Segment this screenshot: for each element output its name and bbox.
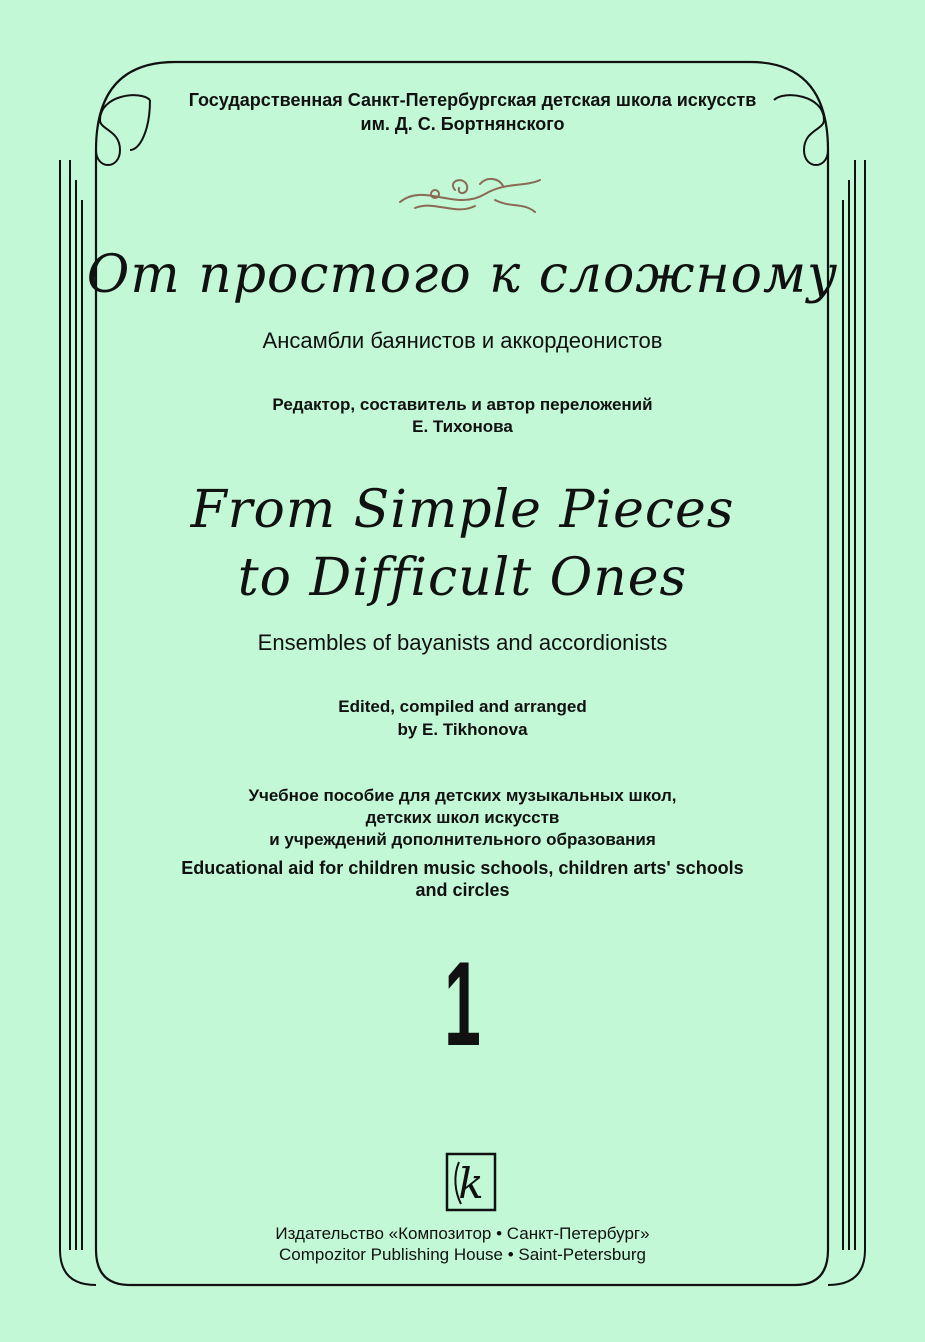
english-subtitle: Ensembles of bayanists and accordionists	[257, 630, 668, 655]
institution-line-1: Государственная Санкт-Петербургская детская школа искусств	[188, 90, 757, 110]
russian-editor-line-1: Редактор, составитель и автор переложений	[272, 395, 653, 414]
english-editor-line-2: by E. Tikhonova	[397, 720, 528, 739]
compozitor-k-logo-icon	[445, 1152, 497, 1212]
publisher-english: Compozitor Publishing House • Saint-Petersburg	[279, 1245, 646, 1264]
publisher-russian: Издательство «Композитор • Санкт-Петербург»	[275, 1224, 650, 1243]
russian-editor-line-2: Е. Тихонова	[412, 417, 513, 436]
institution-line-2: им. Д. С. Бортнянского	[360, 114, 565, 134]
description-ru-line-1: Учебное пособие для детских музыкальных школ,	[248, 786, 677, 805]
english-title-line-1: From Simple Pieces	[190, 480, 735, 540]
english-editor-line-1: Edited, compiled and arranged	[338, 697, 587, 716]
description-ru-line-2: детских школ искусств	[365, 808, 560, 827]
description-ru-line-3: и учреждений дополнительного образования	[269, 830, 656, 849]
volume-number: 1	[444, 937, 481, 1071]
description-en-line-1: Educational aid for children music schools, children arts' schools	[181, 858, 744, 878]
description-en-line-2: and circles	[415, 880, 510, 900]
russian-title: От простого к сложному	[86, 245, 839, 305]
russian-subtitle: Ансамбли баянистов и аккордеонистов	[262, 328, 663, 353]
svg-text:k: k	[458, 1159, 484, 1208]
flourish-ornament-icon	[395, 172, 545, 220]
english-title-line-2: to Difficult Ones	[237, 548, 688, 608]
